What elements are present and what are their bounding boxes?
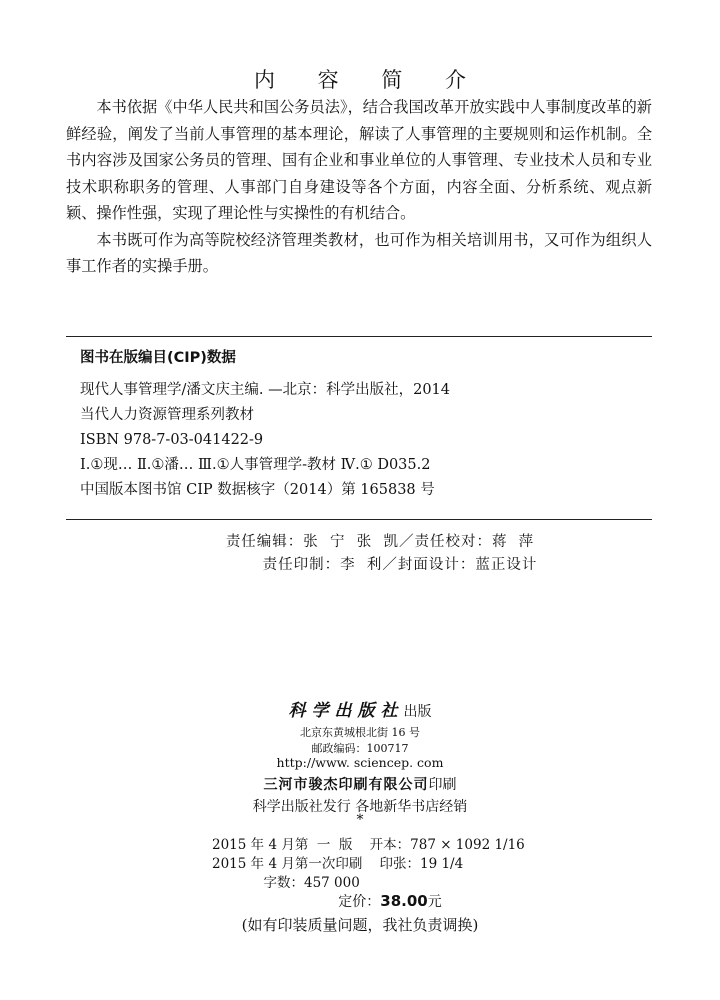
- cip-line-title: 现代人事管理学/潘文庆主编. —北京：科学出版社，2014: [80, 382, 451, 398]
- intro-paragraph-1: 本书依据《中华人民共和国公务员法》，结合我国改革开放实践中人事制度改革的新鲜经验，阐发了当前人事管理的基本理论，解读了人事管理的主要规则和运作机制。全书内容涉及国家公务员的管理、国有企业和事业单位的人事管理、专业技术人员和专业技术职称职务的管理、人事部门自身建设等各个方面，内容全面、分析系统、观点新颖、操作性强，实现了理论性与实操性的有机结合。: [66, 98, 652, 222]
- cip-line-classification: Ⅰ.①现… Ⅱ.①潘… Ⅲ.①人事管理学-教材 Ⅳ.① D035.2: [80, 457, 431, 473]
- staff-editors: 责任编辑：张 宁 张 凯／责任校对：蒋 萍: [225, 534, 535, 550]
- publisher-url: http://www. sciencep. com: [276, 755, 444, 770]
- publisher-postcode: 邮政编码：100717: [311, 742, 409, 755]
- printer-name: 三河市骏杰印刷有限公司: [263, 777, 429, 793]
- price-label: 定价：: [338, 894, 381, 910]
- cip-top-rule: [66, 336, 652, 337]
- printer-line: [0, 774, 720, 794]
- cip-line-isbn: ISBN 978-7-03-041422-9: [80, 432, 264, 448]
- price-line: [0, 891, 720, 911]
- intro-paragraph-2: 本书既可作为高等院校经济管理类教材，也可作为相关培训用书，又可作为组织人事工作者的实操手册。: [66, 230, 652, 275]
- publisher-suffix: 出版: [403, 704, 432, 720]
- cip-heading: 图书在版编目(CIP)数据: [80, 350, 236, 366]
- page-title: 内 容 简 介: [253, 68, 485, 92]
- price-unit: 元: [427, 894, 442, 910]
- edition-line: 2015 年 4 月第 一 版 开本：787 × 1092 1/16: [212, 837, 525, 853]
- intro-section: [66, 94, 652, 280]
- cip-line-series: 当代人力资源管理系列教材: [80, 407, 254, 423]
- quality-note: (如有印装质量问题，我社负责调换): [241, 916, 479, 934]
- word-count-line: 字数：457 000: [212, 875, 360, 891]
- cip-line-record-number: 中国版本图书馆 CIP 数据核字（2014）第 165838 号: [80, 482, 435, 498]
- distribution-line: 科学出版社发行 各地新华书店经销: [252, 799, 468, 815]
- print-line: 2015 年 4 月第一次印刷 印张：19 1/4: [212, 856, 464, 872]
- printer-suffix: 印刷: [428, 777, 457, 793]
- publisher-line: [0, 696, 720, 721]
- cip-data-block: [80, 378, 640, 503]
- publisher-logo: 科学出版社: [288, 701, 404, 721]
- publisher-address: 北京东黄城根北街 16 号: [300, 726, 420, 739]
- separator-star: *: [356, 812, 364, 828]
- price-value: 38.00: [380, 892, 428, 910]
- staff-production: 责任印制：李 利／封面设计：蓝正设计: [262, 557, 538, 573]
- cip-bottom-rule: [66, 519, 652, 520]
